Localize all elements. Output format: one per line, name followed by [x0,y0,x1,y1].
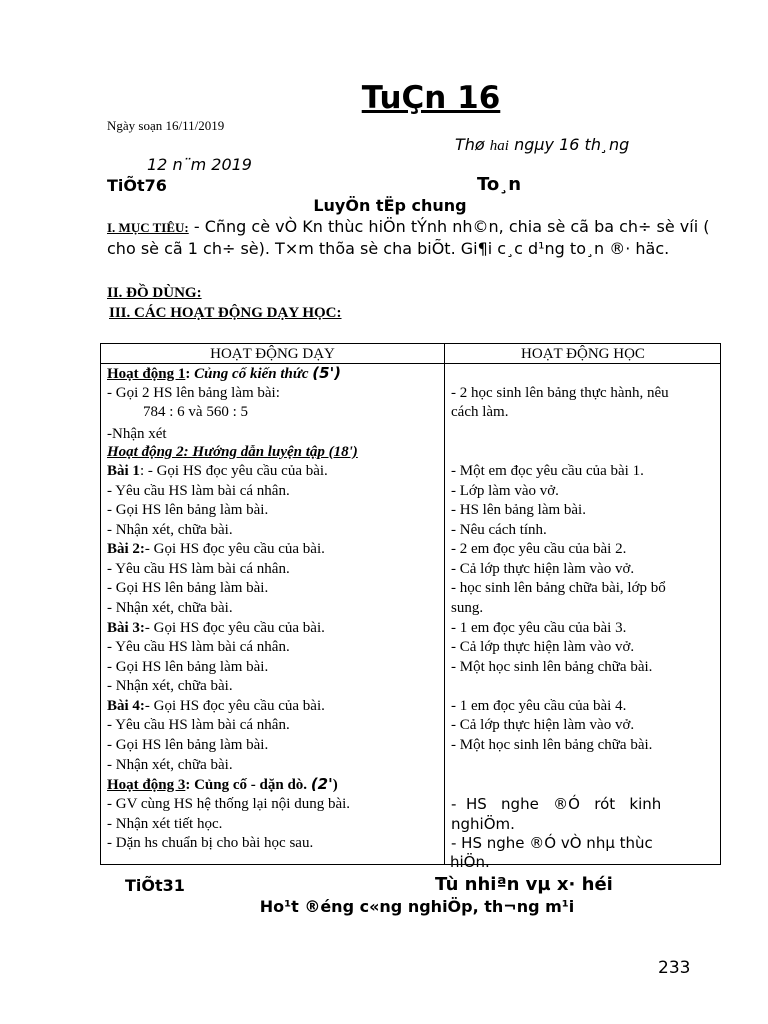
lesson-2-number: TiÕt31 [125,876,185,895]
teacher-line: - Gọi HS lên bảng làm bài. [107,659,269,675]
student-line: - 1 em đọc yêu cầu của bài 3. [451,620,627,636]
student-line: - HS lên bảng làm bài. [451,502,586,518]
page-title: TuÇn 16 [361,80,501,116]
student-line: - Cả lớp thực hiện làm vào vở. [451,561,635,577]
activity-1-heading [107,364,341,384]
student-line: - Lớp làm vào vở. [451,483,559,499]
student-line: - Một học sinh lên bảng chữa bài. [451,659,653,675]
student-line: - Cả lớp thực hiện làm vào vở. [451,639,635,655]
teacher-line: - Nhận xét, chữa bài. [107,600,233,616]
month-year: 12 n¨m 2019 [147,155,252,174]
weekday-part-a: Thø [455,135,485,154]
activity-1-title: Củng cố kiến thức [194,366,309,382]
lesson-title: LuyÖn tËp chung [313,196,467,215]
exercise-1-label: Bài 1 [107,463,140,479]
student-line: - HS nghe ®Ó rót kinh [451,795,662,813]
exercise-2-label: Bài 2: [107,541,145,557]
teacher-line: - Gọi 2 HS lên bảng làm bài: [107,385,280,401]
date-prepared: Ngày soạn 16/11/2019 [107,118,225,133]
weekday-line [455,135,629,155]
student-line: sung. [451,600,484,616]
activity-3-time-close: ) [332,777,338,793]
teacher-line: - Yêu cầu HS làm bài cá nhân. [107,639,290,655]
activity-3-label: Hoạt động 3 [107,777,186,793]
teacher-line: - Gọi HS lên bảng làm bài. [107,737,269,753]
table-column-divider [444,344,445,864]
student-line: - Một học sinh lên bảng chữa bài. [451,737,653,753]
student-line: - 2 học sinh lên bảng thực hành, nêu [451,385,669,401]
student-line: - 1 em đọc yêu cầu của bài 4. [451,698,627,714]
student-line: cách làm. [451,404,509,420]
student-line: nghiÖm. [451,815,515,833]
exercise-4-text: - Gọi HS đọc yêu cầu của bài. [144,698,325,714]
activity-1-colon: : [185,366,195,382]
teacher-line: - Nhận xét tiết học. [107,816,223,832]
student-line: - Một em đọc yêu cầu của bài 1. [451,463,644,479]
teacher-line: - Gọi HS lên bảng làm bài. [107,502,269,518]
student-line: - 2 em đọc yêu cầu của bài 2. [451,541,627,557]
page-number: 233 [658,958,691,978]
teacher-line: -Nhận xét [107,426,167,442]
teacher-line: - GV cùng HS hệ thống lại nội dung bài. [107,796,351,812]
activity-1-label: Hoạt động 1 [107,366,186,382]
student-line: - HS nghe ®Ó vÒ nhµ thùc [451,834,653,852]
teacher-line: - Nhận xét, chữa bài. [107,757,233,773]
exercise-2 [107,540,325,559]
student-line: - Cả lớp thực hiện làm vào vở. [451,717,635,733]
activity-2-label: Hoạt động 2: Hướng dẫn luyện tập (18') [107,444,358,460]
exercise-4-label: Bài 4: [107,698,145,714]
lesson-number: TiÕt76 [107,176,167,195]
activity-3-heading [107,775,338,795]
objectives-label: I. MỤC TIÊU: [107,220,189,235]
section-activities: III. CÁC HOẠT ĐỘNG DẠY HỌC: [109,305,342,321]
exercise-2-text: - Gọi HS đọc yêu cầu của bài. [144,541,325,557]
section-materials: II. ĐỒ DÙNG: [107,285,202,301]
activity-2-heading [107,443,358,462]
activity-3-time: (2' [310,775,333,793]
teacher-line: - Nhận xét, chữa bài. [107,522,233,538]
activity-table [100,343,721,865]
teacher-line: - Yêu cầu HS làm bài cá nhân. [107,717,290,733]
table-header-teacher: HOẠT ĐỘNG DẠY [210,346,335,362]
weekday-part-b: hai [489,138,509,154]
teacher-line: - Nhận xét, chữa bài. [107,678,233,694]
activity-1-time: (5') [312,364,342,382]
teacher-line: 784 : 6 và 560 : 5 [143,404,248,420]
table-header-student: HOẠT ĐỘNG HỌC [521,346,645,362]
teacher-line: - Dặn hs chuẩn bị cho bài học sau. [107,835,314,851]
exercise-1-text: : - Gọi HS đọc yêu cầu của bài. [139,463,328,479]
lesson-2-title: Ho¹t ®éng c«ng nghiÖp, th¬ng m¹i [259,897,575,916]
lesson-2-subject: Tù nhiªn vµ x· héi [435,874,613,895]
teacher-line: - Gọi HS lên bảng làm bài. [107,580,269,596]
exercise-3-text: - Gọi HS đọc yêu cầu của bài. [144,620,325,636]
student-line: - Nêu cách tính. [451,522,547,538]
activity-3-title: : Củng cố - dặn dò. [185,777,308,793]
objectives-paragraph [107,216,717,259]
student-line: - học sinh lên bảng chữa bài, lớp bổ [451,580,666,596]
weekday-part-c: ngµy 16 th¸ng [514,135,630,154]
exercise-3-label: Bài 3: [107,620,145,636]
subject-heading: To¸n [477,174,522,195]
exercise-3 [107,619,325,638]
teacher-line: - Yêu cầu HS làm bài cá nhân. [107,483,290,499]
teacher-line: - Yêu cầu HS làm bài cá nhân. [107,561,290,577]
exercise-1 [107,462,328,481]
exercise-4 [107,697,325,716]
student-line-last: hiÖn. [450,853,490,871]
objectives-text: - Cñng cè vÒ Kn thùc hiÖn tÝnh nh©n, chia sè cã ba ch÷ sè víi ( cho sè cã 1 ch÷ sè). T×m thõa sè cha biÕt. Gi¶i c¸c d¹ng to¸n ®· häc. [107,217,710,258]
